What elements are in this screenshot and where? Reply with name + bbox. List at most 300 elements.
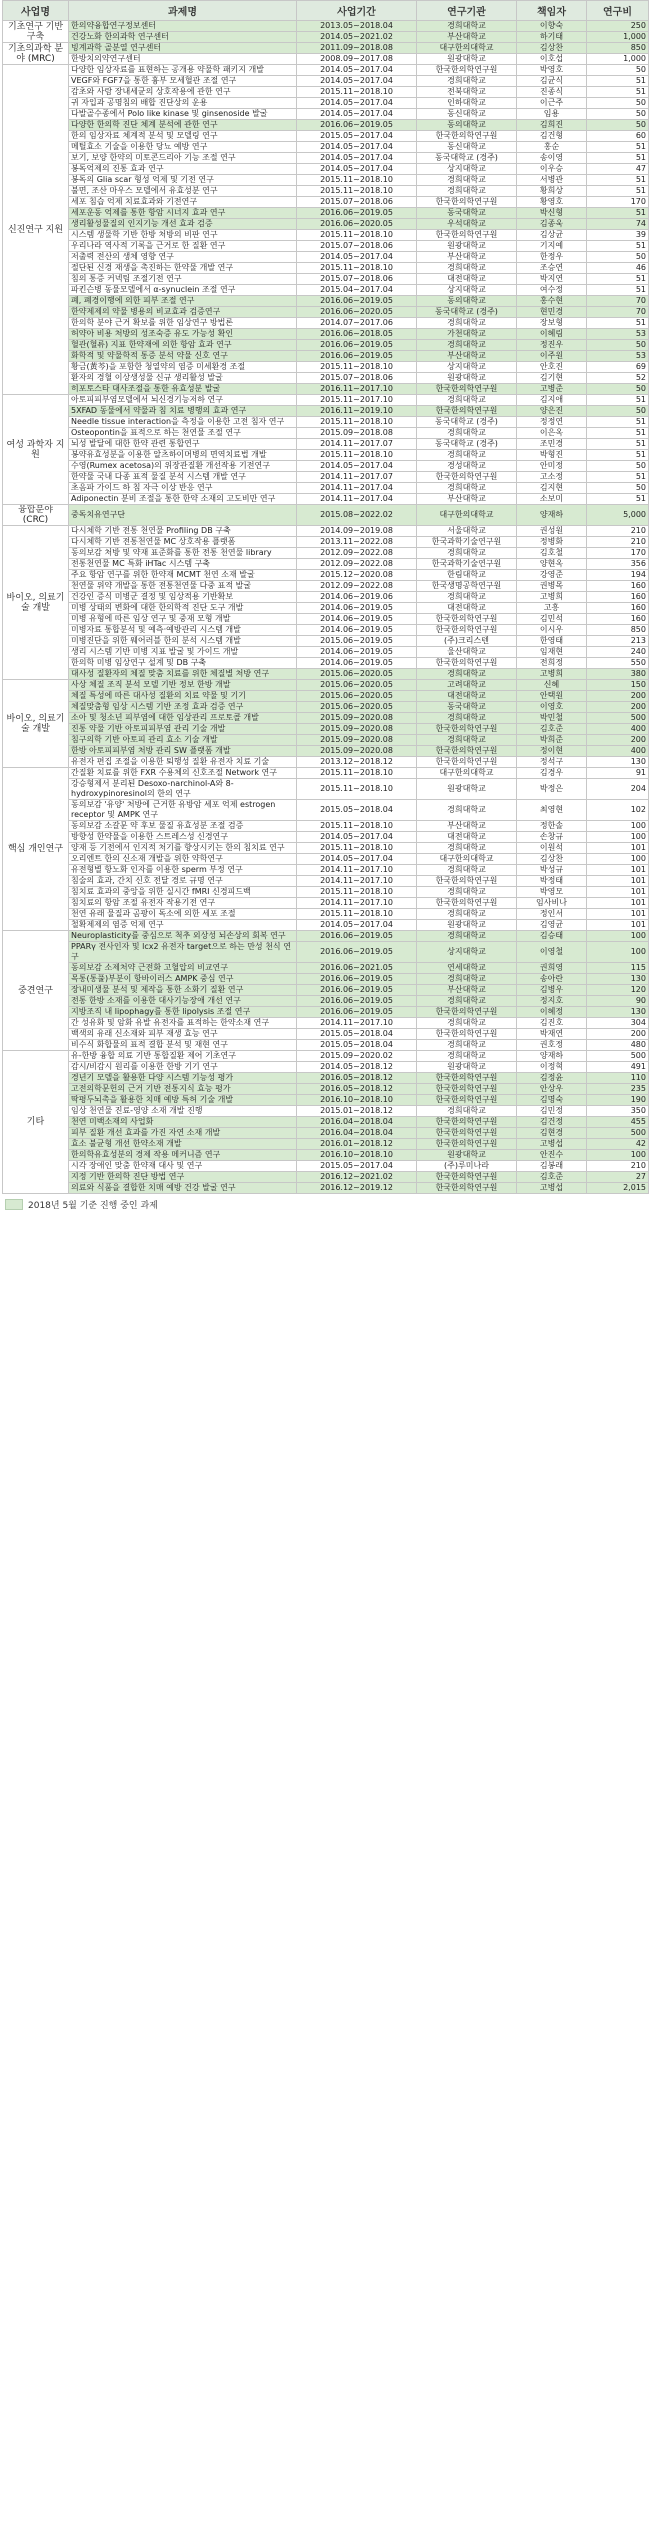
research-org-cell: 한국한의학연구원 (417, 1139, 517, 1150)
principal-investigator-cell: 이원석 (517, 843, 587, 854)
table-row (3, 1161, 649, 1172)
principal-investigator-cell: 권성원 (517, 526, 587, 537)
table-row (3, 1128, 649, 1139)
research-org-cell: 경희대학교 (417, 1018, 517, 1029)
principal-investigator-cell: 정지호 (517, 996, 587, 1007)
project-period-cell: 2014.11~2017.04 (297, 483, 417, 494)
research-org-cell: 한국한의학연구원 (417, 1095, 517, 1106)
funding-cell: 51 (587, 274, 649, 285)
project-title-cell: 다발골수종에서 Polo like kinase 및 ginsenoside 발굴 (69, 109, 297, 120)
program-name-cell: 바이오, 의료기술 개발 (3, 680, 69, 768)
research-org-cell: 경희대학교 (417, 843, 517, 854)
project-period-cell: 2016.06~2019.05 (297, 931, 417, 942)
research-org-cell: 경희대학교 (417, 887, 517, 898)
funding-cell: 500 (587, 713, 649, 724)
funding-cell: 1,000 (587, 32, 649, 43)
project-period-cell: 2016.06~2019.05 (297, 985, 417, 996)
research-org-cell: 한국과학기술연구원 (417, 559, 517, 570)
table-row (3, 1051, 649, 1062)
research-org-cell: 경희대학교 (417, 263, 517, 274)
project-title-cell: 장내미생물 분석 및 제작을 통한 소화기 질환 연구 (69, 985, 297, 996)
funding-cell: 46 (587, 263, 649, 274)
project-period-cell: 2015.12~2020.08 (297, 570, 417, 581)
funding-cell: 51 (587, 450, 649, 461)
funding-cell: 50 (587, 120, 649, 131)
project-period-cell: 2016.06~2018.05 (297, 329, 417, 340)
table-row (3, 406, 649, 417)
project-period-cell: 2015.09~2018.08 (297, 428, 417, 439)
principal-investigator-cell: 서병관 (517, 175, 587, 186)
project-period-cell: 2015.06~2019.05 (297, 636, 417, 647)
table-row (3, 307, 649, 318)
research-org-cell: 부산대학교 (417, 821, 517, 832)
table-row (3, 76, 649, 87)
table-row (3, 658, 649, 669)
project-period-cell: 2014.05~2017.04 (297, 164, 417, 175)
project-title-cell: 지정 기반 한의학 진단 방법 연구 (69, 1172, 297, 1183)
project-title-cell: 환자의 경혈 이상생성물 신규 생리활성 발굴 (69, 373, 297, 384)
project-period-cell: 2015.11~2018.10 (297, 768, 417, 779)
principal-investigator-cell: 홍순 (517, 142, 587, 153)
research-org-cell: 한국한의학연구원 (417, 472, 517, 483)
research-org-cell: 경희대학교 (417, 800, 517, 821)
project-title-cell: Osteopontin을 표적으로 하는 천연물 조절 연구 (69, 428, 297, 439)
project-period-cell: 2016.04~2018.04 (297, 1117, 417, 1128)
principal-investigator-cell: 신혜 (517, 680, 587, 691)
research-org-cell: 동국대학교 (경주) (417, 153, 517, 164)
project-title-cell: 다시체학 기반 전통 천연물 Profiling DB 구축 (69, 526, 297, 537)
research-org-cell: 경희대학교 (417, 21, 517, 32)
project-title-cell: 건강노화 한의과학 연구센터 (69, 32, 297, 43)
project-title-cell: 천연물 위약 개발을 통한 전통천연물 다중 표적 발굴 (69, 581, 297, 592)
table-header-row (3, 1, 649, 21)
program-name-cell: 바이오, 의료기술 개발 (3, 526, 69, 680)
project-title-cell: 한방 아토피피부염 처방 관리 SW 플랫폼 개발 (69, 746, 297, 757)
table-row (3, 395, 649, 406)
principal-investigator-cell: 장보형 (517, 318, 587, 329)
funding-cell: 850 (587, 625, 649, 636)
project-title-cell: 한의약융합연구정보센터 (69, 21, 297, 32)
project-title-cell: 동의보감 소제처약 근전화 고혈압의 비교연구 (69, 963, 297, 974)
table-row (3, 909, 649, 920)
project-title-cell: 의료와 식품을 결합한 치매 예방 건강 발굴 연구 (69, 1183, 297, 1194)
principal-investigator-cell: 박지연 (517, 274, 587, 285)
table-row (3, 570, 649, 581)
project-title-cell: 침의 통증 커넥팀 조절기전 연구 (69, 274, 297, 285)
project-title-cell: 대사성 질환자의 체질 맞춤 치료를 위한 체질별 처방 연구 (69, 669, 297, 680)
table-row (3, 779, 649, 800)
principal-investigator-cell: 임용 (517, 109, 587, 120)
table-row (3, 548, 649, 559)
principal-investigator-cell: 안상우 (517, 1084, 587, 1095)
funding-cell: 50 (587, 98, 649, 109)
project-title-cell: 방향성 한약물을 이용한 스트레스성 신경연구 (69, 832, 297, 843)
research-org-cell: 경희대학교 (417, 483, 517, 494)
principal-investigator-cell: 김영균 (517, 920, 587, 931)
col-header-period: 사업기간 (297, 1, 417, 21)
project-period-cell: 2013.11~2022.08 (297, 537, 417, 548)
table-row (3, 636, 649, 647)
project-period-cell: 2014.06~2019.05 (297, 614, 417, 625)
research-org-cell: 경희대학교 (417, 592, 517, 603)
funding-cell: 500 (587, 1051, 649, 1062)
research-org-cell: 한국한의학연구원 (417, 131, 517, 142)
principal-investigator-cell: 이은옥 (517, 428, 587, 439)
funding-cell: 480 (587, 1040, 649, 1051)
table-row (3, 898, 649, 909)
funding-cell: 27 (587, 1172, 649, 1183)
table-row (3, 996, 649, 1007)
funding-cell: 100 (587, 931, 649, 942)
table-row (3, 1018, 649, 1029)
project-title-cell: 히포토스타 대사조절을 통한 유효성분 발굴 (69, 384, 297, 395)
research-org-cell: 경희대학교 (417, 340, 517, 351)
research-org-cell: 한국한의학연구원 (417, 406, 517, 417)
research-org-cell: 경희대학교 (417, 1106, 517, 1117)
table-row (3, 1040, 649, 1051)
project-period-cell: 2014.05~2017.04 (297, 252, 417, 263)
project-period-cell: 2016.06~2019.05 (297, 942, 417, 963)
project-title-cell: Needle tissue interaction을 측정을 이용한 고전 침자 연구 (69, 417, 297, 428)
research-org-cell: 동신대학교 (417, 142, 517, 153)
funding-cell: 200 (587, 691, 649, 702)
project-title-cell: 전통 한방 소재를 이용한 대사기능장애 개선 연구 (69, 996, 297, 1007)
funding-cell: 120 (587, 985, 649, 996)
principal-investigator-cell: 이영철 (517, 942, 587, 963)
table-row (3, 197, 649, 208)
project-title-cell: 봉독억제의 진통 효과 연구 (69, 164, 297, 175)
principal-investigator-cell: 김상찬 (517, 854, 587, 865)
principal-investigator-cell: 박정은 (517, 779, 587, 800)
research-org-cell: 대전대학교 (417, 832, 517, 843)
project-title-cell: 파킨슨병 동물모델에서 α-synuclein 조절 연구 (69, 285, 297, 296)
research-org-cell: 동국대학교 (417, 702, 517, 713)
project-period-cell: 2015.09~2020.08 (297, 724, 417, 735)
legend-swatch-icon (5, 1199, 23, 1210)
principal-investigator-cell: 김호준 (517, 724, 587, 735)
principal-investigator-cell: 이호섭 (517, 54, 587, 65)
principal-investigator-cell: 김지애 (517, 395, 587, 406)
research-org-cell: 동의대학교 (417, 120, 517, 131)
funding-cell: 42 (587, 1139, 649, 1150)
research-org-cell: 한국한의학연구원 (417, 1117, 517, 1128)
principal-investigator-cell: 정병화 (517, 537, 587, 548)
project-title-cell: 혈관(혈류) 지표 한약재에 의한 항암 효과 연구 (69, 340, 297, 351)
table-row (3, 713, 649, 724)
col-header-program: 사업명 (3, 1, 69, 21)
research-org-cell: 대전대학교 (417, 691, 517, 702)
project-period-cell: 2015.06~2020.05 (297, 669, 417, 680)
project-period-cell: 2014.11~2017.10 (297, 898, 417, 909)
project-period-cell: 2014.06~2019.05 (297, 647, 417, 658)
project-title-cell: 한약물 국내 다종 표적 물질 분석 시스템 개발 연구 (69, 472, 297, 483)
table-row (3, 1117, 649, 1128)
project-title-cell: 주요 항암 연구를 위한 한약재 MCMT 천연 소재 발굴 (69, 570, 297, 581)
project-title-cell: 목통(통풀)부분이 항바이러스 AMPK 중심 연구 (69, 974, 297, 985)
funding-cell: 51 (587, 153, 649, 164)
research-org-cell: 한국한의학연구원 (417, 1007, 517, 1018)
principal-investigator-cell: 박민철 (517, 713, 587, 724)
project-title-cell: 건강인 증식 미병군 결정 및 임상적용 기반확보 (69, 592, 297, 603)
project-period-cell: 2016.12~2021.02 (297, 1172, 417, 1183)
research-org-cell: 한국한의학연구원 (417, 746, 517, 757)
research-org-cell: 경희대학교 (417, 865, 517, 876)
funding-cell: 50 (587, 65, 649, 76)
research-org-cell: 한국한의학연구원 (417, 876, 517, 887)
principal-investigator-cell: 이향숙 (517, 21, 587, 32)
research-org-cell: 대전대학교 (417, 603, 517, 614)
principal-investigator-cell: 고병섭 (517, 1139, 587, 1150)
principal-investigator-cell: 진종식 (517, 87, 587, 98)
research-org-cell: 경희대학교 (417, 450, 517, 461)
project-period-cell: 2008.09~2017.08 (297, 54, 417, 65)
table-row (3, 43, 649, 54)
table-row (3, 351, 649, 362)
research-org-cell: 대구한의대학교 (417, 768, 517, 779)
funding-cell: 100 (587, 942, 649, 963)
research-org-cell: 우석대학교 (417, 219, 517, 230)
funding-cell: 210 (587, 1161, 649, 1172)
project-title-cell: 절단된 신경 재생을 촉진하는 한약물 개발 연구 (69, 263, 297, 274)
project-title-cell: 미병 유형에 따른 임상 연구 및 중재 모형 개발 (69, 614, 297, 625)
project-title-cell: 지방조직 내 lipophagy를 통한 lipolysis 조절 연구 (69, 1007, 297, 1018)
funding-cell: 51 (587, 318, 649, 329)
funding-cell: 53 (587, 329, 649, 340)
funding-cell: 130 (587, 757, 649, 768)
table-row (3, 581, 649, 592)
table-row (3, 1073, 649, 1084)
table-row (3, 230, 649, 241)
projects-table (2, 0, 649, 1194)
project-period-cell: 2015.06~2020.05 (297, 702, 417, 713)
funding-cell: 51 (587, 87, 649, 98)
project-period-cell: 2015.11~2018.10 (297, 843, 417, 854)
project-title-cell: 시각 장애인 맞춤 한약재 대사 및 연구 (69, 1161, 297, 1172)
principal-investigator-cell: 최영현 (517, 800, 587, 821)
project-period-cell: 2014.09~2019.08 (297, 526, 417, 537)
principal-investigator-cell: 김현경 (517, 1128, 587, 1139)
project-period-cell: 2015.11~2018.10 (297, 87, 417, 98)
table-row (3, 526, 649, 537)
table-row (3, 735, 649, 746)
principal-investigator-cell: 박재연 (517, 1029, 587, 1040)
principal-investigator-cell: 하기태 (517, 32, 587, 43)
project-title-cell: 봉약유효성분을 이용한 알츠하이머병의 면역치료법 개발 (69, 450, 297, 461)
funding-cell: 170 (587, 197, 649, 208)
research-org-cell: 한국한의학연구원 (417, 625, 517, 636)
project-period-cell: 2014.06~2019.05 (297, 658, 417, 669)
principal-investigator-cell: 현민경 (517, 307, 587, 318)
funding-cell: 5,000 (587, 505, 649, 526)
table-row (3, 647, 649, 658)
research-org-cell: 동신대학교 (417, 109, 517, 120)
principal-investigator-cell: 고흥 (517, 603, 587, 614)
project-period-cell: 2014.05~2017.04 (297, 65, 417, 76)
funding-cell: 491 (587, 1062, 649, 1073)
project-period-cell: 2016.10~2018.10 (297, 1150, 417, 1161)
principal-investigator-cell: 소보미 (517, 494, 587, 505)
table-row (3, 98, 649, 109)
research-org-cell: 서울대학교 (417, 526, 517, 537)
table-row (3, 876, 649, 887)
project-period-cell: 2012.09~2022.08 (297, 548, 417, 559)
project-title-cell: 간 성유화 및 암화 유발 유전자를 표적하는 한약소재 연구 (69, 1018, 297, 1029)
research-org-cell: 한국한의학연구원 (417, 658, 517, 669)
principal-investigator-cell: 김민석 (517, 614, 587, 625)
research-org-cell: 부산대학교 (417, 351, 517, 362)
project-title-cell: 고전의학문헌의 근거 기반 전통지식 효능 평가 (69, 1084, 297, 1095)
project-period-cell: 2015.11~2018.10 (297, 909, 417, 920)
funding-cell: 101 (587, 865, 649, 876)
project-period-cell: 2016.06~2021.05 (297, 963, 417, 974)
table-row (3, 384, 649, 395)
funding-cell: 50 (587, 109, 649, 120)
principal-investigator-cell: 김상균 (517, 230, 587, 241)
principal-investigator-cell: 김종욱 (517, 219, 587, 230)
program-name-cell: 기타 (3, 1051, 69, 1194)
principal-investigator-cell: 박정태 (517, 876, 587, 887)
research-org-cell: 경희대학교 (417, 735, 517, 746)
table-row (3, 757, 649, 768)
project-period-cell: 2015.06~2020.05 (297, 691, 417, 702)
funding-cell: 101 (587, 843, 649, 854)
research-org-cell: 한림대학교 (417, 570, 517, 581)
table-body (3, 21, 649, 1194)
principal-investigator-cell: 안택원 (517, 691, 587, 702)
project-title-cell: 메틸효소 기술을 이용한 당뇨 예방 연구 (69, 142, 297, 153)
principal-investigator-cell: 이근주 (517, 98, 587, 109)
project-period-cell: 2015.11~2018.10 (297, 263, 417, 274)
research-org-cell: 대구한의대학교 (417, 854, 517, 865)
project-title-cell: PPARγ 전사인자 및 lcx2 유전자 target으로 하는 만성 천식 연구 (69, 942, 297, 963)
table-row (3, 1007, 649, 1018)
research-org-cell: 경희대학교 (417, 669, 517, 680)
funding-cell: 204 (587, 779, 649, 800)
project-period-cell: 2014.05~2017.04 (297, 76, 417, 87)
research-org-cell: 한국한의학연구원 (417, 724, 517, 735)
funding-cell: 51 (587, 395, 649, 406)
project-period-cell: 2011.09~2018.08 (297, 43, 417, 54)
principal-investigator-cell: 고병희 (517, 669, 587, 680)
project-title-cell: 철확제제의 염증 억제 연구 (69, 920, 297, 931)
table-row (3, 175, 649, 186)
funding-cell: 400 (587, 746, 649, 757)
research-org-cell: 부산대학교 (417, 985, 517, 996)
funding-cell: 190 (587, 1095, 649, 1106)
research-org-cell: 한국생명공학연구원 (417, 581, 517, 592)
research-org-cell: 상지대학교 (417, 164, 517, 175)
research-org-cell: 경희대학교 (417, 395, 517, 406)
funding-cell: 53 (587, 351, 649, 362)
funding-cell: 356 (587, 559, 649, 570)
table-row (3, 625, 649, 636)
research-org-cell: 동국대학교 (경주) (417, 307, 517, 318)
principal-investigator-cell: 황영호 (517, 197, 587, 208)
project-period-cell: 2015.08~2022.02 (297, 505, 417, 526)
col-header-title: 과제명 (69, 1, 297, 21)
project-period-cell: 2014.05~2017.04 (297, 142, 417, 153)
research-org-cell: 한국한의학연구원 (417, 1084, 517, 1095)
funding-cell: 47 (587, 164, 649, 175)
funding-cell: 51 (587, 285, 649, 296)
project-period-cell: 2014.11~2017.10 (297, 1018, 417, 1029)
project-period-cell: 2015.11~2017.10 (297, 395, 417, 406)
research-org-cell: 연세대학교 (417, 963, 517, 974)
principal-investigator-cell: 송아란 (517, 974, 587, 985)
table-row (3, 142, 649, 153)
project-period-cell: 2014.05~2017.04 (297, 98, 417, 109)
principal-investigator-cell: 권호정 (517, 1040, 587, 1051)
funding-cell: 51 (587, 175, 649, 186)
table-row (3, 559, 649, 570)
research-org-cell: 전북대학교 (417, 87, 517, 98)
funding-cell: 101 (587, 887, 649, 898)
principal-investigator-cell: 정인서 (517, 909, 587, 920)
table-row (3, 65, 649, 76)
principal-investigator-cell: 정이현 (517, 746, 587, 757)
project-period-cell: 2015.09~2020.02 (297, 1051, 417, 1062)
table-row (3, 417, 649, 428)
principal-investigator-cell: 임재현 (517, 647, 587, 658)
project-title-cell: 미병 상태의 변화에 대한 한의학적 진단 도구 개발 (69, 603, 297, 614)
table-row (3, 274, 649, 285)
project-title-cell: 세포운동 억제를 통한 항암 시너지 효과 연구 (69, 208, 297, 219)
research-org-cell: 대구한의대학교 (417, 505, 517, 526)
funding-cell: 90 (587, 996, 649, 1007)
funding-cell: 51 (587, 494, 649, 505)
principal-investigator-cell: 김경우 (517, 768, 587, 779)
project-period-cell: 2016.06~2019.05 (297, 1007, 417, 1018)
project-title-cell: 5XFAD 동물에서 약물과 침 치료 병행의 효과 연구 (69, 406, 297, 417)
project-title-cell: 생리 시스템 기반 미병 지표 발굴 및 가이드 개발 (69, 647, 297, 658)
research-org-cell: 한국과학기술연구원 (417, 537, 517, 548)
funding-cell: 50 (587, 340, 649, 351)
project-title-cell: 한약제제의 약물 병용의 비교효과 검증연구 (69, 307, 297, 318)
principal-investigator-cell: 이영호 (517, 702, 587, 713)
project-period-cell: 2014.06~2019.06 (297, 592, 417, 603)
table-row (3, 985, 649, 996)
funding-cell: 102 (587, 800, 649, 821)
project-title-cell: 미병진단을 위한 웨어러블 한의 분석 시스템 개발 (69, 636, 297, 647)
funding-cell: 101 (587, 876, 649, 887)
principal-investigator-cell: 김승태 (517, 931, 587, 942)
project-title-cell: 아토피피부염모델에서 뇌신경기능저하 연구 (69, 395, 297, 406)
project-title-cell: 귀 자입과 공명침의 배합 진단상의 운용 (69, 98, 297, 109)
research-org-cell: 한국한의학연구원 (417, 384, 517, 395)
principal-investigator-cell: 김봉래 (517, 1161, 587, 1172)
project-period-cell: 2015.05~2017.04 (297, 131, 417, 142)
project-title-cell: 불면, 조산 마우스 모델에서 유효성분 연구 (69, 186, 297, 197)
research-org-cell: 상지대학교 (417, 362, 517, 373)
funding-cell: 850 (587, 43, 649, 54)
research-org-cell: 원광대학교 (417, 1150, 517, 1161)
funding-cell: 101 (587, 898, 649, 909)
research-org-cell: 원광대학교 (417, 241, 517, 252)
project-title-cell: 전통천연물 MC 특화 iHTac 시스템 구축 (69, 559, 297, 570)
table-row (3, 54, 649, 65)
principal-investigator-cell: 김건정 (517, 1117, 587, 1128)
research-org-cell: 경희대학교 (417, 909, 517, 920)
funding-cell: 240 (587, 647, 649, 658)
project-period-cell: 2016.05~2018.12 (297, 1084, 417, 1095)
research-org-cell: 한국한의학연구원 (417, 1029, 517, 1040)
funding-cell: 50 (587, 252, 649, 263)
funding-cell: 51 (587, 428, 649, 439)
research-org-cell: (주)루미나라 (417, 1161, 517, 1172)
principal-investigator-cell: 한영태 (517, 636, 587, 647)
project-period-cell: 2015.11~2018.10 (297, 186, 417, 197)
funding-cell: 1,000 (587, 54, 649, 65)
